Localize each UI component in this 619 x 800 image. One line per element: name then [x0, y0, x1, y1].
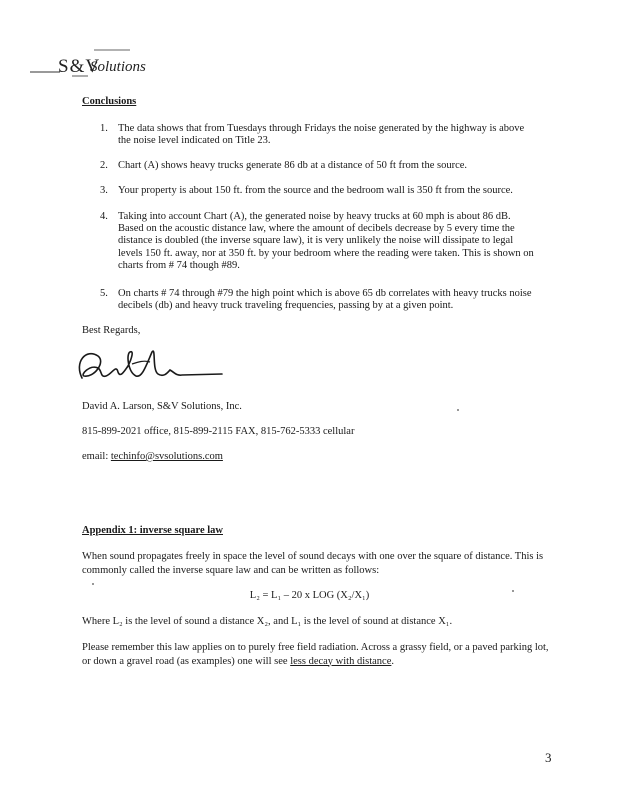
list-item-number: 3. [100, 185, 108, 196]
email-link[interactable]: techinfo@svsolutions.com [110, 451, 223, 462]
paragraph-end: . [391, 655, 394, 667]
company-logo [30, 46, 190, 86]
list-item-number: 4. [100, 211, 108, 222]
email-line [82, 451, 223, 462]
list-item: On charts # 74 through #79 the high point which is above 65 db correlates with heavy trucks noise decibels (db) and heavy truck traveling frequencies, passing by at a given point. [118, 288, 532, 312]
list-item-number: 2. [100, 160, 108, 171]
appendix-paragraph-1: When sound propagates freely in space the level of sound decays with one over the square of distance. This is commonly called the inverse square law and can be written as follows: [82, 551, 544, 576]
appendix-paragraph-2: Where L₂ is the level of sound a distance X₂, and L₁ is the level of sound at distance X₁. [82, 616, 453, 627]
scan-speck [457, 409, 459, 411]
page-number: 3 [545, 750, 552, 765]
appendix-heading: Appendix 1: inverse square law [82, 525, 223, 536]
logo-mark: S&V [58, 56, 101, 77]
scan-speck [512, 590, 514, 592]
email-label: email: [82, 451, 109, 462]
list-item-number: 1. [100, 123, 108, 134]
list-item: Taking into account Chart (A), the generated noise by heavy trucks at 60 mph is about 86 dB. Based on the acoustic distance law, where the amount of decibels decrease by 5 every time the distance is doubled (the inverse square law), it is very unlikely the noise will dissipate to legal levels 150 ft. away, nor at 350 ft. by your bedroom where the reading were taken. This is shown on charts from # 74 though #89. [118, 211, 534, 271]
phone-line: 815-899-2021 office, 815-899-2115 FAX, 815-762-5333 cellular [82, 426, 355, 437]
inverse-square-formula: L₂ = L₁ – 20 x LOG (X₂/X₁) [249, 590, 370, 601]
appendix-paragraph-3 [82, 641, 552, 668]
scan-speck [92, 583, 94, 585]
logo-name: Solutions [90, 59, 146, 75]
signer-name: David A. Larson, S&V Solutions, Inc. [82, 401, 242, 412]
list-item: Your property is about 150 ft. from the source and the bedroom wall is 350 ft from the source. [118, 185, 513, 196]
emphasis-text: less decay with distance [290, 655, 392, 667]
list-item: Chart (A) shows heavy trucks generate 86 db at a distance of 50 ft from the source. [118, 160, 468, 171]
signature-icon [72, 342, 232, 392]
closing-regards: Best Regards, [82, 325, 141, 336]
paragraph-text: Please remember this law applies on to purely free field radiation. Across a grassy field, or a paved parking lot, or down a gravel road (as examples) one will see [82, 642, 549, 667]
list-item: The data shows that from Tuesdays through Fridays the noise generated by the highway is above the noise level indicated on Title 23. [118, 123, 525, 147]
list-item-number: 5. [100, 288, 108, 299]
conclusions-heading: Conclusions [82, 96, 137, 107]
